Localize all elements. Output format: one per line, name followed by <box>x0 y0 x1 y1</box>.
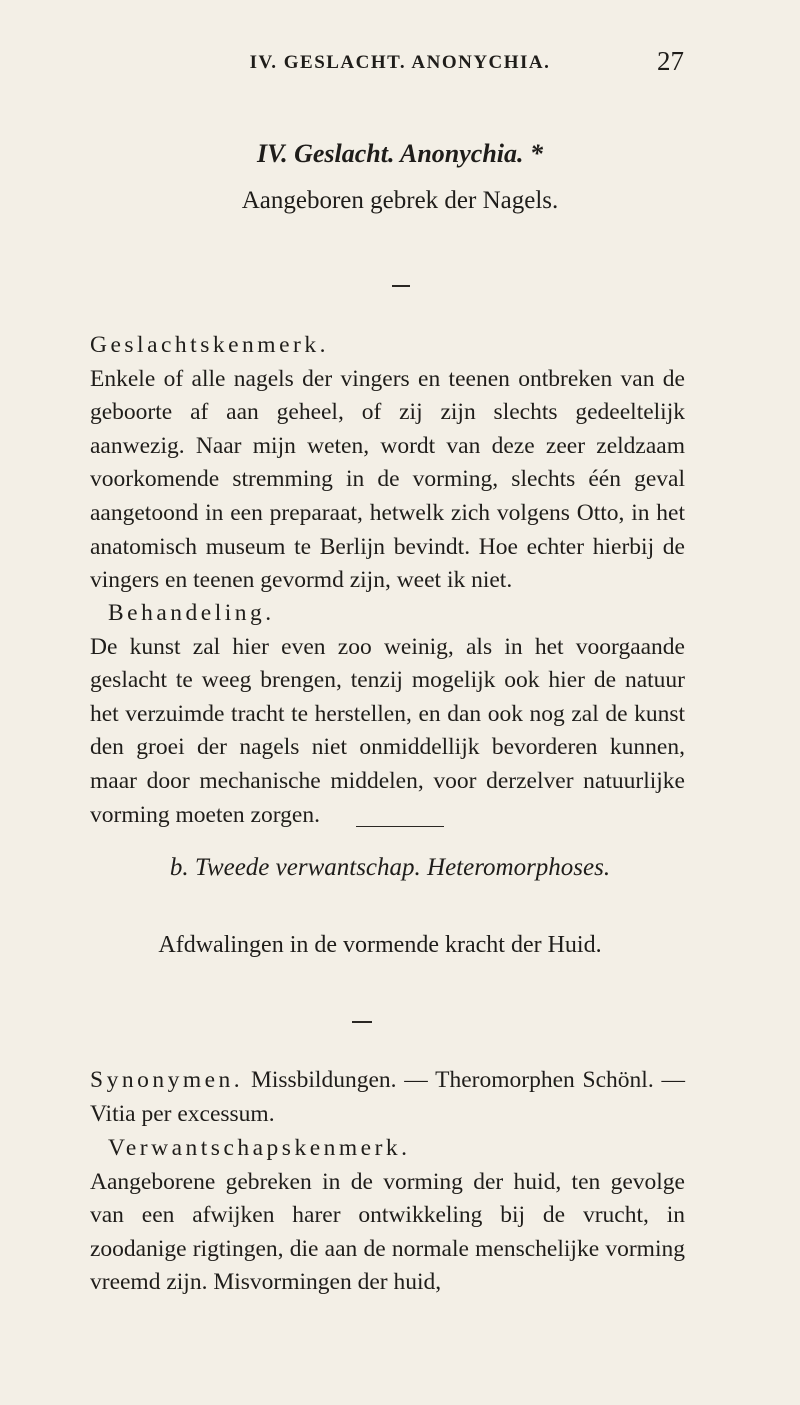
section-iv-subtitle: Aangeboren gebrek der Nagels. <box>241 187 559 214</box>
section-iv-title: IV. Geslacht. Anonychia. * <box>256 139 544 168</box>
synonymen-heading: Synonymen. <box>90 1067 244 1093</box>
section-b-subtitle: Afdwalingen in de vormende kracht der Huid. <box>158 932 602 958</box>
page-header <box>0 46 800 82</box>
verwantschap-heading: Verwantschapskenmerk. <box>108 1135 411 1161</box>
section-b-title: b. Tweede verwantschap. Heteromorphoses. <box>169 854 611 881</box>
kenmerk-paragraph <box>90 329 685 598</box>
ornament-rule <box>392 285 410 287</box>
kenmerk-text: Enkele of alle nagels der vingers en teenen ontbreken van de geboorte af aan geheel, of zij zijn slechts gedeeltelijk aanwezig. Naar mijn weten, wordt van deze zeer zeldzaam voorkomende stremming in de vorming, slechts één geval aangetoond in een preparaat, hetwelk zich volgens Otto, in het anatomisch museum te Berlijn bevindt. Hoe echter hierbij de vingers en teenen gevormd zijn, weet ik niet. <box>90 365 685 594</box>
kenmerk-heading: Geslachtskenmerk. <box>90 332 329 358</box>
short-rule <box>352 1021 372 1023</box>
behandeling-heading: Behandeling. <box>108 600 275 626</box>
verwantschap-paragraph <box>90 1132 685 1300</box>
behandeling-paragraph <box>90 597 685 832</box>
behandeling-text: De kunst zal hier even zoo weinig, als in het voorgaande geslacht te weeg brengen, tenzij mogelijk ook hier de natuur het verzuimde tracht te herstellen, en dan ook nog zal de kunst den groei der nagels niet onmiddellijk bevorderen kunnen, maar door mechanische middelen, voor derzelver natuurlijke vorming moeten zorgen. <box>90 633 685 828</box>
synonymen-paragraph <box>90 1064 685 1131</box>
page-number: 27 <box>657 46 684 76</box>
running-head: IV. GESLACHT. ANONYCHIA. <box>249 52 551 73</box>
divider-rule <box>356 826 444 827</box>
synonymen-text: Missbildungen. — Theromorphen Schönl. — Vitia per excessum. <box>90 1067 685 1127</box>
verwantschap-text: Aangeborene gebreken in de vorming der huid, ten gevolge van een afwijken harer ontwikkeling bij de vrucht, in zoodanige rigtingen, die aan de normale menschelijke vorming vreemd zijn. Misvormingen der huid, <box>90 1168 685 1296</box>
